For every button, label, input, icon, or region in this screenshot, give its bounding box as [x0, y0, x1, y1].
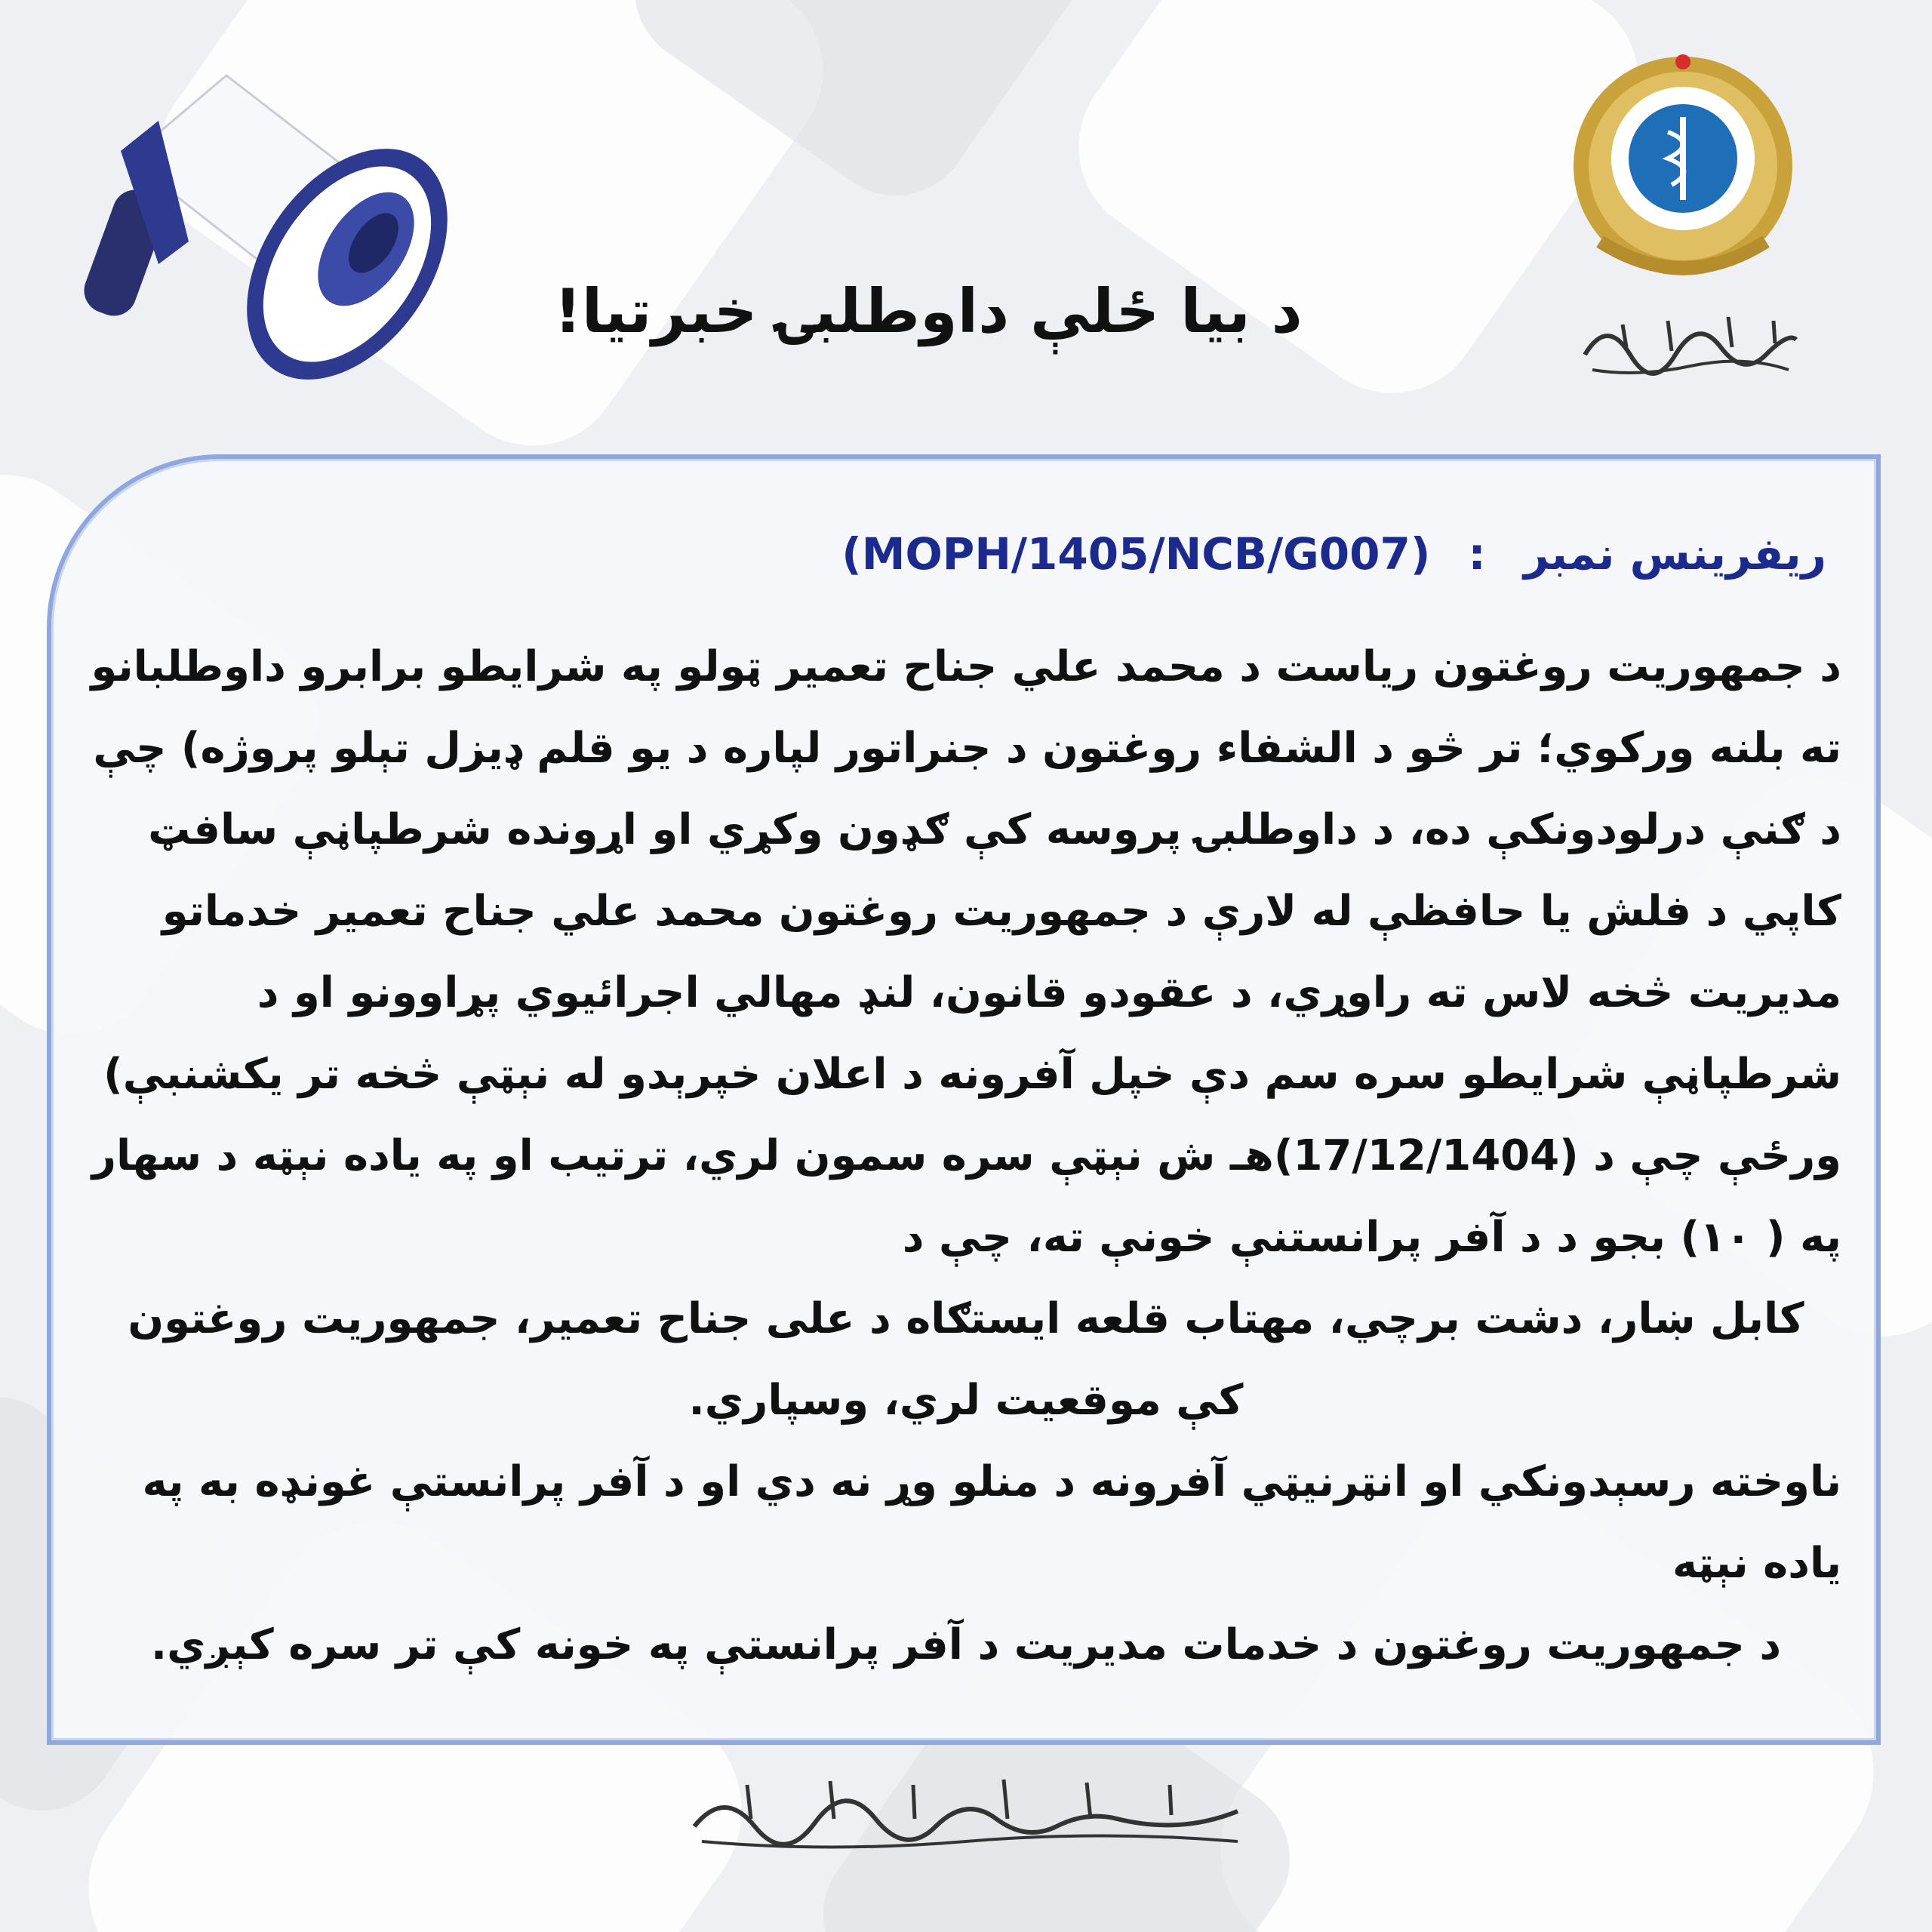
notice-body: [91, 626, 1841, 1686]
megaphone-icon: [75, 45, 468, 392]
notice-paragraph: کې موقعیت لري، وسپاري.: [688, 1376, 1244, 1425]
reference-line: [694, 528, 1826, 581]
reference-label: ریفرینس نمبر: [1523, 528, 1826, 580]
reference-number: (MOPH/1405/NCB/G007): [841, 528, 1431, 580]
ministry-calligraphy-image: [1577, 302, 1804, 385]
notice-paragraph: ناوخته رسېدونکي او انټرنیټي آفرونه د منلو وړ نه دي او د آفر پرانستې غونډه به په یاده نېټه: [142, 1457, 1841, 1588]
reference-separator: :: [1468, 528, 1486, 580]
notice-paragraph: د جمهوریت روغتون د خدمات مدیریت د آفر پرانستې په خونه کې تر سره کېږي.: [150, 1620, 1782, 1669]
notice-paragraph: د جمهوریت روغتون ریاست د محمد علي جناح تعمیر ټولو په شرایطو برابرو داوطلبانو ته بلنه ورکوي؛ تر څو د الشفاء روغتون د جنراتور لپاره د یو قلم ډیزل تېلو پروژه) چې د ګنې درلودونکې ده، د داوطلبۍ پروسه کې ګډون وکړي او اړونده شرطپاڼې سافټ کاپي د فلش یا حافظې له لارې د جمهوریت روغتون محمد علي جناح تعمیر خدماتو مدیریت څخه لاس ته راوړي، د عقودو قانون، لنډ مهالي اجرائیوي پړاوونو او د شرطپاڼې شرایطو سره سم دې خپل آفرونه د اعلان خپرېدو له نېټې څخه تر یکشنبې) ورځې چې د (17/12/1404)هـ ش نېټې سره سمون لري، ترتیب او په یاده نېټه د سهار په ( ۱۰) بجو د د آفر پرانستنې خونې ته، چې د: [91, 642, 1841, 1262]
department-calligraphy-image: [679, 1766, 1253, 1857]
ministry-logo-icon: [1570, 45, 1796, 302]
page-title: د بیا ځلې داوطلبۍ خبرتیا!: [554, 276, 1303, 346]
notice-paragraph: کابل ښار، دشت برچي، مهتاب قلعه ایستګاه د علی جناح تعمیر، جمهوریت روغتون: [128, 1294, 1804, 1343]
